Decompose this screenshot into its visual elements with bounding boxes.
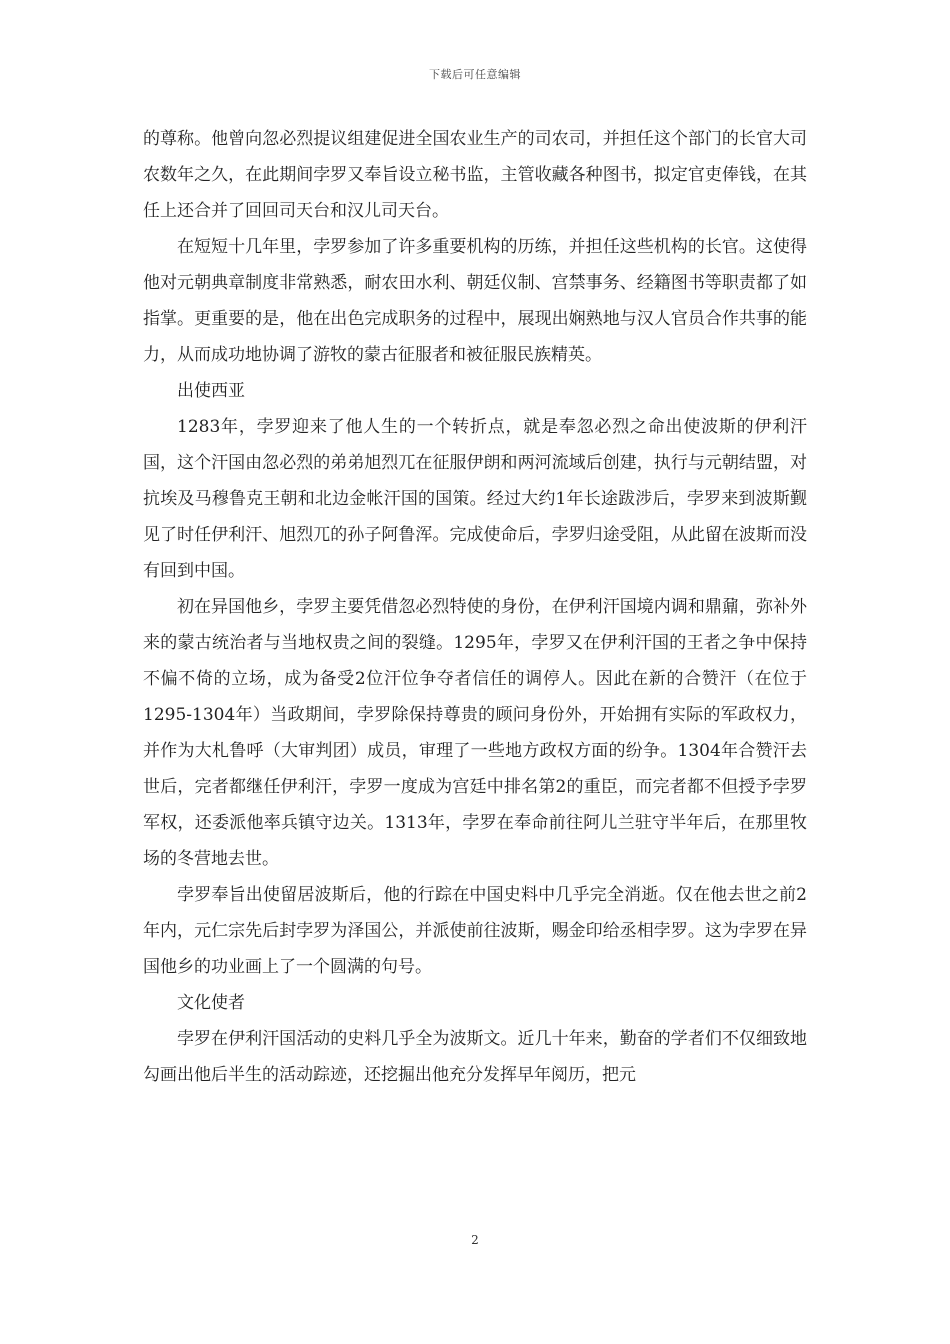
paragraph: 在短短十几年里，孛罗参加了许多重要机构的历练，并担任这些机构的长官。这使得他对元朝典章制度非常熟悉，耐农田水利、朝廷仪制、宫禁事务、经籍图书等职责都了如指掌。更重要的是，他在出色完成职务的过程中，展现出娴熟地与汉人官员合作共事的能力，从而成功地协调了游牧的蒙古征服者和被征服民族精英。 bbox=[143, 237, 807, 365]
page-header: 下载后可任意编辑 bbox=[429, 68, 521, 81]
page-number: 2 bbox=[471, 1233, 479, 1247]
document-body bbox=[143, 121, 807, 1093]
paragraph: 孛罗奉旨出使留居波斯后，他的行踪在中国史料中几乎完全消逝。仅在他去世之前2年内，元仁宗先后封孛罗为泽国公，并派使前往波斯，赐金印给丞相孛罗。这为孛罗在异国他乡的功业画上了一个圆满的句号。 bbox=[143, 885, 807, 977]
paragraph: 1283年，孛罗迎来了他人生的一个转折点，就是奉忽必烈之命出使波斯的伊利汗国，这个汗国由忽必烈的弟弟旭烈兀在征服伊朗和两河流域后创建，执行与元朝结盟，对抗埃及马穆鲁克王朝和北边金帐汗国的国策。经过大约1年长途跋涉后，孛罗来到波斯觐见了时任伊利汗、旭烈兀的孙子阿鲁浑。完成使命后，孛罗归途受阻，从此留在波斯而没有回到中国。 bbox=[143, 417, 807, 581]
paragraph: 孛罗在伊利汗国活动的史料几乎全为波斯文。近几十年来，勤奋的学者们不仅细致地勾画出他后半生的活动踪迹，还挖掘出他充分发挥早年阅历，把元 bbox=[143, 1029, 807, 1085]
section-heading: 文化使者 bbox=[177, 993, 245, 1013]
paragraph-continued: 的尊称。他曾向忽必烈提议组建促进全国农业生产的司农司，并担任这个部门的长官大司农数年之久，在此期间孛罗又奉旨设立秘书监，主管收藏各种图书，拟定官吏俸钱，在其任上还合并了回回司天台和汉儿司天台。 bbox=[143, 129, 807, 221]
paragraph: 初在异国他乡，孛罗主要凭借忽必烈特使的身份，在伊利汗国境内调和鼎鼐，弥补外来的蒙古统治者与当地权贵之间的裂缝。1295年，孛罗又在伊利汗国的王者之争中保持不偏不倚的立场，成为备受2位汗位争夺者信任的调停人。因此在新的合赞汗（在位于1295-1304年）当政期间，孛罗除保持尊贵的顾问身份外，开始拥有实际的军政权力，并作为大札鲁呼（大审判团）成员，审理了一些地方政权方面的纷争。1304年合赞汗去世后，完者都继任伊利汗，孛罗一度成为宫廷中排名第2的重臣，而完者都不但授予孛罗军权，还委派他率兵镇守边关。1313年，孛罗在奉命前往阿儿兰驻守半年后，在那里牧场的冬营地去世。 bbox=[143, 597, 807, 869]
section-heading: 出使西亚 bbox=[177, 381, 245, 401]
